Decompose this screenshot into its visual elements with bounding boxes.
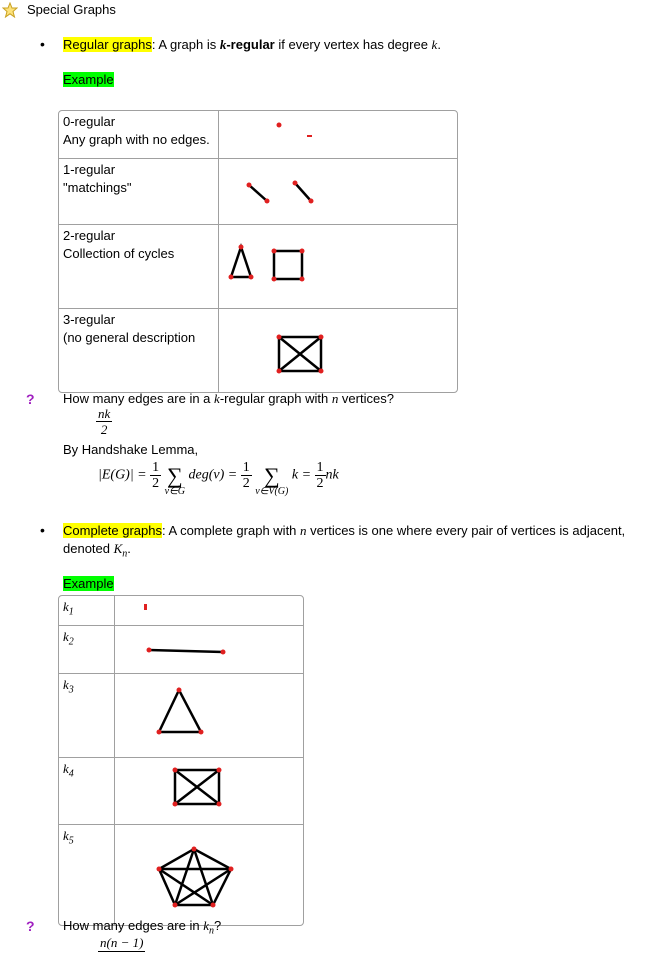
bullet: • bbox=[40, 522, 45, 538]
example-label: Example bbox=[63, 72, 114, 87]
answer-numerator: n(n − 1) bbox=[100, 935, 144, 950]
table-row bbox=[59, 626, 303, 674]
example-label: Example bbox=[63, 576, 114, 591]
bullet: • bbox=[40, 36, 45, 52]
handshake-text: By Handshake Lemma, bbox=[63, 442, 199, 457]
k4-graph bbox=[119, 760, 299, 817]
table-cell: $k_4$ bbox=[59, 758, 115, 825]
k3-graph bbox=[119, 676, 299, 750]
table-cell: $k_1$ bbox=[59, 596, 115, 626]
table-row bbox=[59, 111, 457, 159]
question-text: How many edges are in $k_n$? bbox=[63, 918, 222, 937]
table-row bbox=[59, 758, 303, 825]
table-row bbox=[59, 159, 457, 225]
k2-graph bbox=[119, 628, 299, 666]
graph-cell bbox=[115, 596, 303, 626]
k5-graph bbox=[119, 827, 299, 918]
table-cell: 0-regular Any graph with no edges. bbox=[59, 111, 219, 159]
table-cell: $k_2$ bbox=[59, 626, 115, 674]
table-row bbox=[59, 825, 303, 925]
graph-cell bbox=[115, 674, 303, 758]
graph-cell bbox=[115, 825, 303, 925]
question-icon: ? bbox=[26, 391, 35, 407]
table-row bbox=[59, 674, 303, 758]
table-cell: 3-regular (no general description bbox=[59, 309, 219, 392]
two-regular-graph bbox=[223, 227, 453, 301]
complete-table bbox=[58, 595, 304, 926]
table-row bbox=[59, 596, 303, 626]
table-row bbox=[59, 225, 457, 309]
question-text: How many edges are in a k-regular graph with n vertices? bbox=[63, 391, 394, 406]
graph-cell bbox=[115, 626, 303, 674]
graph-cell bbox=[219, 159, 457, 225]
table-cell: 2-regular Collection of cycles bbox=[59, 225, 219, 309]
question-icon: ? bbox=[26, 918, 35, 934]
graph-cell bbox=[115, 758, 303, 825]
complete-definition: Complete graphs: A complete graph with n vertices is one where every pair of vertices is adjacent, denoted $K_n$. bbox=[63, 523, 626, 560]
regular-definition: Regular graphs: A graph is k-regular if every vertex has degree k. bbox=[63, 37, 441, 52]
regular-term: Regular graphs bbox=[63, 37, 152, 52]
one-regular-graph bbox=[223, 161, 453, 217]
zero-regular-graph bbox=[223, 113, 453, 151]
table-cell: $k_3$ bbox=[59, 674, 115, 758]
page-title: Special Graphs bbox=[27, 2, 116, 17]
table-cell: $k_5$ bbox=[59, 825, 115, 925]
graph-cell bbox=[219, 225, 457, 309]
star-icon bbox=[2, 2, 18, 18]
table-cell: 1-regular "matchings" bbox=[59, 159, 219, 225]
graph-cell bbox=[219, 111, 457, 159]
k1-graph bbox=[119, 598, 299, 618]
complete-term: Complete graphs bbox=[63, 523, 162, 538]
three-regular-graph bbox=[223, 311, 453, 385]
graph-cell bbox=[219, 309, 457, 392]
answer-fraction: $\frac{nk}{2}$ bbox=[98, 406, 111, 437]
regular-table bbox=[58, 110, 458, 393]
table-row bbox=[59, 309, 457, 392]
handshake-equation: |E(G)| = $\frac{1}{2}$ ∑ v∈G deg(v) = $\frac{1}{2}$ ∑ v∈V(G) k = $\frac{1}{2}$ nk bbox=[98, 460, 339, 497]
